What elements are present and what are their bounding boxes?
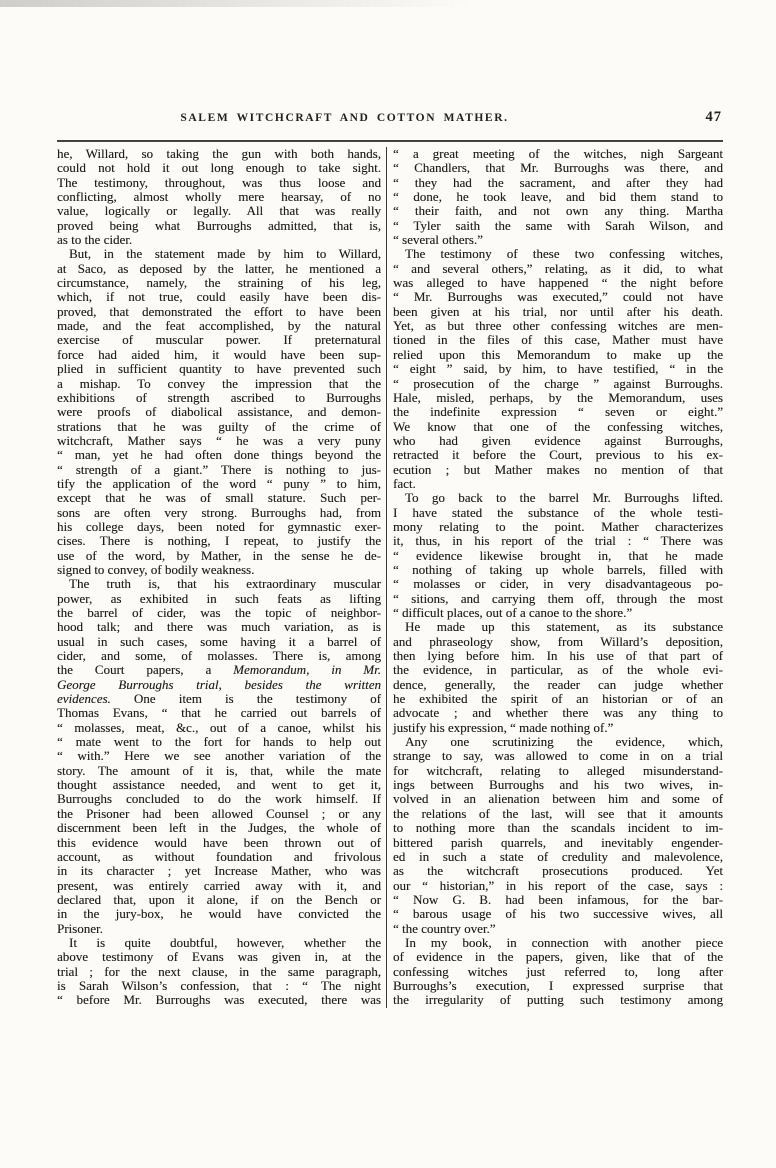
text-segment: Any one scrutinizing the evidence, which,: [405, 734, 723, 750]
text-line: [57, 936, 381, 950]
text-line: [57, 147, 381, 161]
text-line: [393, 678, 723, 692]
page-header: [57, 109, 722, 133]
text-line: [57, 333, 381, 347]
text-line: [393, 620, 723, 634]
text-line: [393, 391, 723, 405]
text-line: [393, 592, 723, 606]
text-line: [57, 577, 381, 591]
text-line: [57, 434, 381, 448]
text-line: [57, 620, 381, 634]
text-line: [57, 563, 381, 577]
text-segment: Burroughs’s execution, I expressed surprise that: [393, 977, 723, 993]
text-segment: account, as without foundation and frivolous: [57, 848, 381, 864]
text-line: [393, 864, 723, 878]
text-line: [393, 463, 723, 477]
text-segment: justify his expression, “ made nothing of.”: [393, 719, 614, 735]
text-segment: conflicting, almost wholly mere hearsay, of no: [57, 189, 381, 205]
text-line: [57, 534, 381, 548]
text-segment: were proofs of diabolical assistance, and demon-: [57, 404, 381, 420]
text-line: [393, 735, 723, 749]
text-segment: Thomas Evans, “ that he carried out barrels of: [57, 705, 381, 721]
text-line: [393, 405, 723, 419]
text-line: [57, 190, 381, 204]
text-segment: “ evidence likewise brought in, that he made: [393, 547, 723, 563]
text-segment: exercise of muscular power. If preternatural: [57, 332, 381, 348]
text-segment: “ they had the sacrament, and after they had: [393, 174, 723, 190]
text-line: [57, 305, 381, 319]
text-line: [57, 635, 381, 649]
text-segment: “ and several others,” relating, as it did, to what: [393, 260, 723, 276]
paragraph: [393, 735, 723, 936]
text-segment: it, thus, in his report of the trial : “ There was: [393, 533, 723, 549]
text-line: [57, 176, 381, 190]
text-segment: the Court papers, a: [57, 662, 234, 678]
text-segment: cises. There is nothing, I repeat, to justify the: [57, 533, 381, 549]
text-line: [57, 663, 381, 677]
text-line: [393, 663, 723, 677]
text-segment: confessing witches just referred to, long after: [393, 963, 723, 979]
text-segment: proved, that demonstrated the effort to have been: [57, 303, 381, 319]
text-line: [57, 219, 381, 233]
text-segment: could not hold it out long enough to take sight.: [57, 160, 381, 176]
text-segment: our “ historian,” in his report of the case, says :: [393, 877, 723, 893]
text-line: [393, 247, 723, 261]
text-segment: thought assistance needed, and went to get it,: [57, 777, 381, 793]
text-segment: ed in such a state of credulity and malevolence,: [393, 848, 723, 864]
text-line: [393, 377, 723, 391]
text-segment: power, as exhibited in such feats as lifting: [57, 590, 381, 606]
text-segment: He made up this statement, as its substance: [405, 619, 723, 635]
text-segment: the relations of the last, will see that it amounts: [393, 805, 723, 821]
text-line: [393, 362, 723, 376]
text-line: [57, 764, 381, 778]
text-line: [393, 606, 723, 620]
text-line: [57, 247, 381, 261]
text-segment: declared that, upon it alone, if on the Bench or: [57, 891, 381, 907]
text-line: [393, 721, 723, 735]
text-line: [393, 219, 723, 233]
text-line: [393, 333, 723, 347]
text-line: [57, 161, 381, 175]
text-segment: use of the word, by Mather, in the sense he de-: [57, 547, 381, 563]
text-line: [393, 262, 723, 276]
text-line: [393, 506, 723, 520]
text-line: [57, 792, 381, 806]
text-line: [57, 377, 381, 391]
text-line: [393, 290, 723, 304]
text-line: [57, 448, 381, 462]
text-segment: The testimony of these two confessing witches,: [405, 246, 723, 262]
text-segment: “ molasses, meat, &c., out of a canoe, whilst his: [57, 719, 381, 735]
text-segment: “ sitions, and carrying them off, through the most: [393, 590, 723, 606]
text-line: [393, 190, 723, 204]
running-title: SALEM WITCHCRAFT AND COTTON MATHER.: [180, 112, 509, 124]
text-segment: as the witchcraft prosecutions produced. Yet: [393, 863, 723, 879]
text-segment: this evidence would have been thrown out of: [57, 834, 381, 850]
text-line: [393, 563, 723, 577]
text-segment: Prisoner.: [57, 920, 103, 936]
text-line: [57, 965, 381, 979]
text-segment: “ prosecution of the charge ” against Burroughs.: [393, 375, 723, 391]
text-line: [393, 635, 723, 649]
text-segment: made, and the feat accomplished, by the natural: [57, 318, 381, 334]
italic-segment: Memorandum, in Mr.: [233, 662, 381, 678]
text-segment: signed to convey, of bodily weakness.: [57, 561, 255, 577]
text-segment: mony relating to the point. Mather characterizes: [393, 518, 723, 534]
text-segment: trial ; for the next clause, in the same paragraph,: [57, 963, 381, 979]
text-line: [57, 735, 381, 749]
text-segment: I have stated the substance of the whole testi-: [393, 504, 723, 520]
text-line: [393, 993, 723, 1007]
text-segment: Burroughs concluded to do the work himself. If: [57, 791, 381, 807]
text-segment: the Prisoner had been allowed Counsel ; or any: [57, 805, 381, 821]
text-line: [393, 965, 723, 979]
text-line: [57, 592, 381, 606]
text-segment: In my book, in connection with another piece: [405, 934, 723, 950]
text-line: [393, 420, 723, 434]
text-line: [393, 434, 723, 448]
text-line: [57, 922, 381, 936]
text-line: [393, 161, 723, 175]
text-line: [393, 821, 723, 835]
text-line: [393, 879, 723, 893]
header-rule: [57, 140, 723, 142]
text-segment: “ strength of a giant.” There is nothing to jus-: [57, 461, 381, 477]
text-segment: the barrel of cider, was the topic of neighbor-: [57, 605, 381, 620]
text-segment: relied upon this Memorandum to make up the: [393, 346, 723, 362]
text-segment: the irregularity of putting such testimony among: [393, 992, 723, 1008]
text-line: [393, 348, 723, 362]
text-segment: “ the country over.”: [393, 920, 496, 936]
text-segment: plied in sufficient quantity to have prevented such: [57, 361, 381, 377]
text-segment: “ with.” Here we see another variation of the: [57, 748, 381, 764]
text-segment: advocate ; and whether there was any thing to: [393, 705, 723, 721]
text-line: [57, 506, 381, 520]
text-segment: “ difficult places, out of a canoe to the shore.”: [393, 605, 633, 620]
text-segment: he, Willard, so taking the gun with both hands,: [57, 146, 381, 161]
text-line: [393, 448, 723, 462]
text-line: [393, 319, 723, 333]
text-segment: “ molasses or cider, in very disadvantageous po-: [393, 576, 723, 592]
text-segment: ecution ; but Mather makes no mention of that: [393, 461, 723, 477]
text-segment: dence, generally, the reader can judge whether: [393, 676, 723, 692]
text-line: [393, 692, 723, 706]
text-line: [393, 176, 723, 190]
text-segment: “ Mr. Burroughs was executed,” could not have: [393, 289, 723, 305]
text-line: [393, 778, 723, 792]
text-line: [393, 577, 723, 591]
text-segment: was alleged to have happened “ the night before: [393, 275, 723, 291]
text-line: [393, 950, 723, 964]
text-line: [57, 879, 381, 893]
text-segment: It is quite doubtful, however, whether the: [69, 934, 381, 950]
text-line: [57, 491, 381, 505]
text-line: [57, 204, 381, 218]
text-line: [57, 420, 381, 434]
text-line: [393, 893, 723, 907]
text-line: [57, 979, 381, 993]
paragraph: [393, 936, 723, 1008]
text-line: [57, 950, 381, 964]
text-line: [57, 678, 381, 692]
text-segment: circumstance, namely, the straining of his leg,: [57, 275, 381, 291]
paragraph: [393, 147, 723, 247]
text-segment: ings between Burroughs and his two wives, in-: [393, 777, 723, 793]
text-segment: proved being what Burroughs admitted, that is,: [57, 217, 381, 233]
text-line: [57, 606, 381, 620]
text-segment: “ their faith, and not own any thing. Martha: [393, 203, 723, 219]
text-segment: fact.: [393, 475, 416, 491]
text-segment: “ Tyler saith the same with Sarah Wilson, and: [393, 217, 723, 233]
text-segment: discernment been left in the Judges, the whole of: [57, 820, 381, 836]
text-line: [393, 764, 723, 778]
text-segment: who had given evidence against Burroughs,: [393, 432, 723, 448]
text-line: [57, 391, 381, 405]
paragraph: [393, 491, 723, 620]
paragraph: [57, 147, 381, 247]
text-segment: above testimony of Evans was given in, at the: [57, 949, 381, 965]
text-line: [57, 348, 381, 362]
text-line: [393, 276, 723, 290]
text-line: [57, 778, 381, 792]
text-line: [393, 807, 723, 821]
text-segment: hood talk; and there was much variation, as is: [57, 619, 381, 635]
text-segment: of evidence in the papers, given, like that of the: [393, 949, 723, 965]
text-line: [57, 807, 381, 821]
text-line: [57, 864, 381, 878]
text-line: [393, 907, 723, 921]
text-segment: Hale, misled, perhaps, by the Memorandum, uses: [393, 389, 723, 405]
text-line: [57, 362, 381, 376]
text-segment: the indefinite expression “ seven or eight.”: [393, 404, 723, 420]
text-line: [57, 721, 381, 735]
text-segment: “ man, yet he had often done things beyond the: [57, 447, 381, 463]
text-line: [393, 204, 723, 218]
text-segment: in the jury-box, he would have convicted the: [57, 906, 381, 922]
text-line: [393, 706, 723, 720]
text-line: [393, 477, 723, 491]
text-line: [393, 792, 723, 806]
text-line: [57, 463, 381, 477]
text-segment: bittered parish quarrels, and inevitably engender-: [393, 834, 723, 850]
text-segment: “ before Mr. Burroughs was executed, there was: [57, 992, 381, 1008]
text-line: [57, 850, 381, 864]
text-segment: “ a great meeting of the witches, nigh Sargeant: [393, 146, 723, 161]
text-segment: in its character ; yet Increase Mather, who was: [57, 863, 381, 879]
text-segment: is Sarah Wilson’s confession, that : “ The night: [57, 977, 381, 993]
text-segment: But, in the statement made by him to Willard,: [69, 246, 381, 262]
text-line: [57, 319, 381, 333]
text-line: [57, 233, 381, 247]
text-segment: his college days, been noted for gymnastic exer-: [57, 518, 381, 534]
text-segment: sons are often very strong. Burroughs had, from: [57, 504, 381, 520]
paragraph: [57, 936, 381, 1008]
text-segment: at Saco, as deposed by the latter, he mentioned a: [57, 260, 381, 276]
text-segment: We know that one of the confessing witches,: [393, 418, 723, 434]
text-segment: value, logically or legally. All that was really: [57, 203, 381, 219]
text-line: [57, 290, 381, 304]
left-column: [57, 147, 381, 1008]
text-segment: One item is the testimony of: [110, 691, 381, 707]
text-segment: “ nothing of taking up whole barrels, filled with: [393, 561, 723, 577]
text-segment: he exhibited the spirit of an historian or of an: [393, 691, 723, 707]
text-segment: cider, and some, of molasses. There is, among: [57, 648, 381, 664]
text-line: [393, 147, 723, 161]
text-line: [57, 907, 381, 921]
scan-edge-smudge: [0, 0, 470, 7]
text-segment: “ several others.”: [393, 232, 483, 248]
text-segment: been given at his trial, nor until after his death.: [393, 303, 723, 319]
text-line: [57, 893, 381, 907]
text-segment: Yet, as but three other confessing witches are men-: [393, 318, 723, 334]
text-segment: “ barous usage of his two successive wives, all: [393, 906, 723, 922]
text-segment: exhibitions of strength ascribed to Burroughs: [57, 389, 381, 405]
paragraph: [393, 620, 723, 735]
text-segment: which, if not true, could easily have been dis-: [57, 289, 381, 305]
right-column: [387, 147, 723, 1008]
text-line: [57, 405, 381, 419]
text-segment: story. The amount of it is, that, while the mate: [57, 762, 381, 778]
text-line: [393, 549, 723, 563]
text-line: [393, 305, 723, 319]
text-segment: witchcraft, Mather says “ he was a very puny: [57, 432, 381, 448]
text-segment: “ mate went to the fort for hands to help out: [57, 734, 381, 750]
text-line: [393, 850, 723, 864]
text-line: [393, 749, 723, 763]
text-line: [57, 836, 381, 850]
text-line: [57, 649, 381, 663]
paragraph: [393, 247, 723, 491]
text-line: [393, 491, 723, 505]
text-line: [393, 836, 723, 850]
text-line: [57, 276, 381, 290]
text-line: [393, 936, 723, 950]
text-segment: the evidence, in particular, as of the whole evi-: [393, 662, 723, 678]
text-line: [57, 262, 381, 276]
text-segment: To go back to the barrel Mr. Burroughs lifted.: [405, 490, 723, 506]
text-line: [57, 821, 381, 835]
text-line: [393, 649, 723, 663]
text-segment: then lying before him. In his use of that part of: [393, 648, 723, 664]
text-segment: strange to say, was allowed to come in on a trial: [393, 748, 723, 764]
text-segment: The truth is, that his extraordinary muscular: [69, 576, 381, 592]
text-line: [57, 706, 381, 720]
text-segment: as to the cider.: [57, 232, 133, 248]
text-segment: usual in such cases, some having it a barrel of: [57, 633, 381, 649]
text-segment: and phraseology show, from Willard’s deposition,: [393, 633, 723, 649]
text-segment: strations that he was guilty of the crime of: [57, 418, 381, 434]
text-line: [57, 692, 381, 706]
text-segment: The testimony, throughout, was thus loose and: [57, 174, 381, 190]
text-line: [57, 993, 381, 1007]
text-segment: retracted it before the Court, previous to his ex-: [393, 447, 723, 463]
text-line: [393, 922, 723, 936]
text-line: [393, 233, 723, 247]
text-line: [393, 534, 723, 548]
text-segment: “ Now G. B. had been infamous, for the bar-: [393, 891, 723, 907]
text-segment: to nothing more than the scandals incident to im-: [393, 820, 723, 836]
text-line: [393, 979, 723, 993]
text-segment: “ done, he took leave, and bid them stand to: [393, 189, 723, 205]
text-line: [393, 520, 723, 534]
text-segment: for witchcraft, relating to alleged misunderstand-: [393, 762, 723, 778]
text-segment: tify the application of the word “ puny ” to him,: [57, 475, 381, 491]
text-segment: tioned in the files of this case, Mather must have: [393, 332, 723, 348]
text-segment: force had aided him, it would have been sup-: [57, 346, 381, 362]
text-segment: volved in an alienation between him and some of: [393, 791, 723, 807]
text-columns: [57, 147, 723, 1008]
italic-segment: George Burroughs trial, besides the written: [57, 676, 381, 692]
text-line: [57, 749, 381, 763]
italic-segment: evidences.: [57, 691, 111, 707]
paragraph: [57, 247, 381, 577]
text-line: [57, 477, 381, 491]
text-segment: except that he was of small stature. Such per-: [57, 490, 381, 506]
text-segment: present, was entirely carried away with it, and: [57, 877, 381, 893]
text-segment: “ Chandlers, that Mr. Burroughs was there, and: [393, 160, 723, 176]
text-segment: a mishap. To convey the impression that the: [57, 375, 381, 391]
page-number: 47: [705, 109, 722, 125]
text-line: [57, 520, 381, 534]
paragraph: [57, 577, 381, 936]
text-line: [57, 549, 381, 563]
text-segment: “ eight ” said, by him, to have testified, “ in the: [393, 361, 723, 377]
